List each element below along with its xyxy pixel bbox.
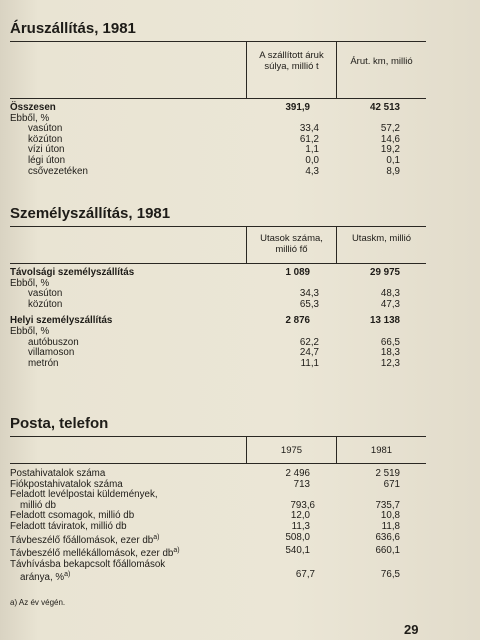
table-row: metrón 11,1 12,3: [28, 357, 400, 369]
table-row: Helyi személyszállítás 2 876 13 138: [10, 315, 400, 327]
passenger-title: Személyszállítás, 1981: [10, 205, 171, 222]
table-row: Összesen 391,9 42 513: [10, 102, 400, 113]
footnote-mark: a): [64, 571, 71, 579]
table-row: közúton 65,3 47,3: [28, 298, 400, 310]
freight-col1-header: A szállított áruk súlya, millió t: [246, 42, 336, 98]
footnote: a) Az év végén.: [10, 598, 66, 607]
footnote-mark: a): [153, 533, 160, 541]
table-row: légi úton 0,0 0,1: [28, 154, 400, 166]
table-row: Feladott csomagok, millió db 12,0 10,8: [10, 510, 400, 522]
passenger-header: [10, 227, 426, 264]
table-row: Távbeszélő mellékállomások, ezer $db^{a)}$ 540,1 660,1: [10, 545, 400, 560]
postal-col2-header: 1981: [336, 437, 426, 463]
postal-header: [10, 437, 426, 464]
table-row: Távhívásba bekapcsolt főállomások: [10, 558, 166, 570]
table-row: Távbeszélő főállomások, ezer $db^{a)}$ 508,0 636,6: [10, 531, 400, 546]
table-row: csővezetéken 4,3 8,9: [28, 165, 400, 177]
table-row: vasúton 33,4 57,2: [28, 123, 400, 135]
table-row: Ebből, %: [10, 112, 50, 124]
postal-title: Posta, telefon: [10, 415, 109, 432]
table-row: Fiókpostahivatalok száma 713 671: [10, 478, 400, 490]
table-row: közúton 61,2 14,6: [28, 133, 400, 145]
table-row: Ebből, %: [10, 277, 50, 289]
table-row: Postahivatalok száma 2 496 2 519: [10, 468, 400, 479]
passenger-col2-header: Utaskm, millió: [336, 227, 426, 263]
table-row: vasúton 34,3 48,3: [28, 288, 400, 300]
table-row: aránya, %$^{a)}$ 67,7 76,5: [20, 569, 400, 584]
passenger-col1-header: Utasok száma, millió fő: [246, 227, 336, 263]
table-row: Távolsági személyszállítás 1 089 29 975: [10, 267, 400, 278]
table-row: millió db 793,6 735,7: [20, 499, 400, 511]
footnote-mark: a): [173, 547, 180, 555]
postal-col1-header: 1975: [246, 437, 336, 463]
passenger-section: [10, 205, 426, 369]
freight-title: Áruszállítás, 1981: [10, 20, 136, 37]
table-row: Ebből, %: [10, 325, 50, 337]
page-number: 29: [404, 622, 419, 637]
postal-section: [10, 415, 426, 584]
freight-header: [10, 42, 426, 99]
table-row: Feladott levélpostai küldemények,: [10, 489, 158, 501]
table-row: autóbuszon 62,2 66,5: [28, 336, 400, 348]
freight-section: [10, 20, 426, 177]
freight-col2-header: Árut. km, millió: [336, 42, 426, 98]
table-row: vízi úton 1,1 19,2: [28, 144, 400, 156]
table-row: villamoson 24,7 18,3: [28, 347, 400, 359]
table-row: Feladott táviratok, millió db 11,3 11,8: [10, 520, 400, 532]
